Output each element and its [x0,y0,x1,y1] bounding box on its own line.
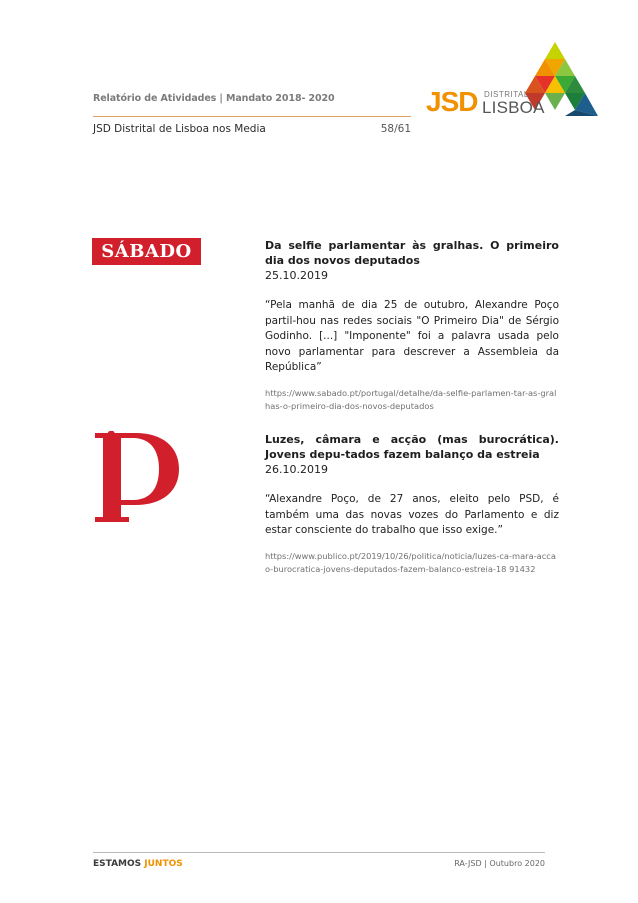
footer-slogan [93,859,183,869]
footer-slogan-a: ESTAMOS [93,859,145,869]
logo-jsd-text: JSD [426,86,478,117]
footer-divider [93,852,545,853]
publico-logo [93,431,181,527]
logo-lisboa-text: LISBOA [482,98,545,117]
header-divider [93,116,411,117]
article-date: 26.10.2019 [265,463,328,476]
report-title: Relatório de Atividades | Mandato 2018- 2020 [93,93,335,104]
logo-distrital-text: DISTRITAL [484,90,529,99]
article-title: Da selfie parlamentar às gralhas. O primeiro dia dos novos deputados [265,239,559,267]
article-sabado [265,238,559,413]
sabado-logo: SÁBADO [92,238,201,265]
article-quote: “Pela manhã de dia 25 de outubro, Alexandre Poço partil-hou nas redes sociais "O Primeiro Dia" de Sérgio Godinho. [...] "Imponente" foi a palavra usada pelo novo parlamentar para descrever a Assembleia da República” [265,299,559,373]
page-number: 58/61 [380,123,411,135]
article-title: Luzes, câmara e acção (mas burocrática). Jovens depu-tados fazem balanço da estreia [265,433,559,461]
article-date: 25.10.2019 [265,269,328,282]
article-quote: “Alexandre Poço, de 27 anos, eleito pelo PSD, é também uma das novas vozes do Parlamento e diz estar consciente do trabalho que isso exige.” [265,493,559,536]
footer-report-ref: RA-JSD | Outubro 2020 [454,859,545,868]
footer-slogan-b: JUNTOS [144,859,183,869]
publico-logo-text: Público [103,431,119,489]
article-url-link[interactable]: https://www.publico.pt/2019/10/26/politica/noticia/luzes-ca-mara-accao-burocratica-jovens-deputados-fazem-balanco-estreia-18 91432 [265,550,556,574]
section-title: JSD Distrital de Lisboa nos Media [93,123,266,135]
article-publico [265,432,559,576]
article-url-link[interactable]: https://www.sabado.pt/portugal/detalhe/da-selfie-parlamen-tar-as-gralhas-o-primeiro-dia-dos-novos-deputados [265,387,557,411]
